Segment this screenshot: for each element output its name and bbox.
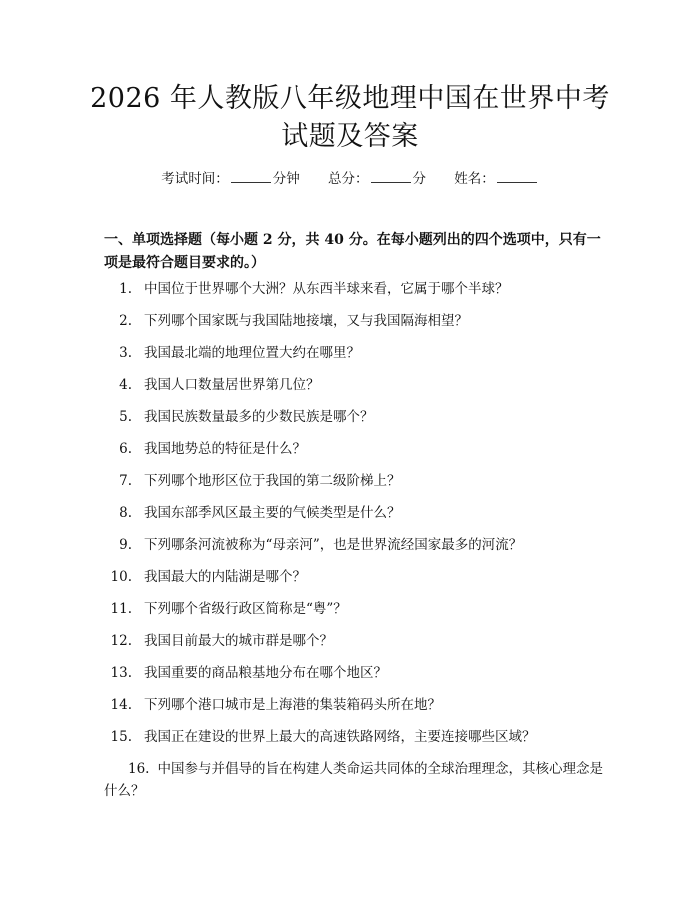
question-number: 8. bbox=[119, 505, 132, 521]
question-text: 我国地势总的特征是什么？ bbox=[144, 441, 306, 457]
exam-time-label: 考试时间： bbox=[161, 171, 229, 187]
question-text: 我国最北端的地理位置大约在哪里？ bbox=[144, 345, 360, 361]
exam-meta bbox=[0, 168, 700, 189]
question-text: 我国人口数量居世界第几位？ bbox=[144, 377, 320, 393]
exam-time-unit: 分钟 bbox=[272, 171, 300, 187]
question-text: 中国位于世界哪个大洲？从东西半球来看，它属于哪个半球？ bbox=[144, 281, 509, 297]
question-number: 4. bbox=[119, 377, 132, 393]
exam-time-blank bbox=[231, 168, 271, 183]
exam-time-group bbox=[161, 168, 300, 189]
question-text: 我国最大的内陆湖是哪个？ bbox=[144, 569, 306, 585]
question-text: 我国目前最大的城市群是哪个？ bbox=[144, 633, 333, 649]
section-heading: 一、单项选择题（每小题 2 分，共 40 分。在每小题列出的四个选项中，只有一项是最符合题目要求的。） bbox=[104, 232, 601, 271]
total-score-label: 总分： bbox=[328, 171, 369, 187]
document-title: 2026 年人教版八年级地理中国在世界中考试题及答案 bbox=[90, 83, 610, 152]
question-item bbox=[104, 662, 604, 694]
question-text: 我国重要的商品粮基地分布在哪个地区？ bbox=[144, 665, 387, 681]
question-number: 15. bbox=[110, 729, 132, 745]
question-list bbox=[104, 278, 604, 802]
total-score-group bbox=[328, 168, 426, 189]
total-score-blank bbox=[371, 168, 411, 183]
name-group bbox=[454, 168, 539, 189]
question-item bbox=[104, 342, 604, 374]
question-text: 我国东部季风区最主要的气候类型是什么？ bbox=[144, 505, 401, 521]
question-number: 5. bbox=[119, 409, 132, 425]
question-item bbox=[104, 726, 604, 758]
question-item bbox=[104, 630, 604, 662]
name-label: 姓名： bbox=[454, 171, 495, 187]
question-number: 12. bbox=[110, 633, 132, 649]
question-text: 中国参与并倡导的旨在构建人类命运共同体的全球治理理念，其核心理念是什么？ bbox=[104, 761, 603, 799]
question-item bbox=[104, 694, 604, 726]
question-number: 7. bbox=[119, 473, 132, 489]
question-text: 下列哪个省级行政区简称是“粤”？ bbox=[144, 601, 347, 617]
question-item bbox=[104, 438, 604, 470]
question-number: 9. bbox=[119, 537, 132, 553]
question-text: 下列哪个国家既与我国陆地接壤，又与我国隔海相望？ bbox=[144, 313, 468, 329]
question-item bbox=[104, 758, 604, 802]
question-item bbox=[104, 374, 604, 406]
question-item bbox=[104, 310, 604, 342]
question-number: 1. bbox=[119, 281, 132, 297]
question-number: 13. bbox=[110, 665, 132, 681]
question-item bbox=[104, 566, 604, 598]
question-item bbox=[104, 534, 604, 566]
question-text: 我国民族数量最多的少数民族是哪个？ bbox=[144, 409, 374, 425]
question-number: 10. bbox=[110, 569, 132, 585]
question-number: 16. bbox=[128, 761, 150, 777]
question-text: 下列哪条河流被称为“母亲河”，也是世界流经国家最多的河流？ bbox=[144, 537, 523, 553]
question-number: 11. bbox=[110, 601, 132, 617]
question-number: 14. bbox=[110, 697, 132, 713]
question-text: 我国正在建设的世界上最大的高速铁路网络，主要连接哪些区域？ bbox=[144, 729, 536, 745]
question-text: 下列哪个地形区位于我国的第二级阶梯上？ bbox=[144, 473, 401, 489]
question-text: 下列哪个港口城市是上海港的集装箱码头所在地？ bbox=[144, 697, 441, 713]
question-item bbox=[104, 470, 604, 502]
question-number: 6. bbox=[119, 441, 132, 457]
question-item bbox=[104, 406, 604, 438]
question-number: 3. bbox=[119, 345, 132, 361]
total-score-unit: 分 bbox=[412, 171, 426, 187]
question-item bbox=[104, 502, 604, 534]
name-blank bbox=[497, 168, 537, 183]
question-number: 2. bbox=[119, 313, 132, 329]
question-item bbox=[104, 278, 604, 310]
question-item bbox=[104, 598, 604, 630]
